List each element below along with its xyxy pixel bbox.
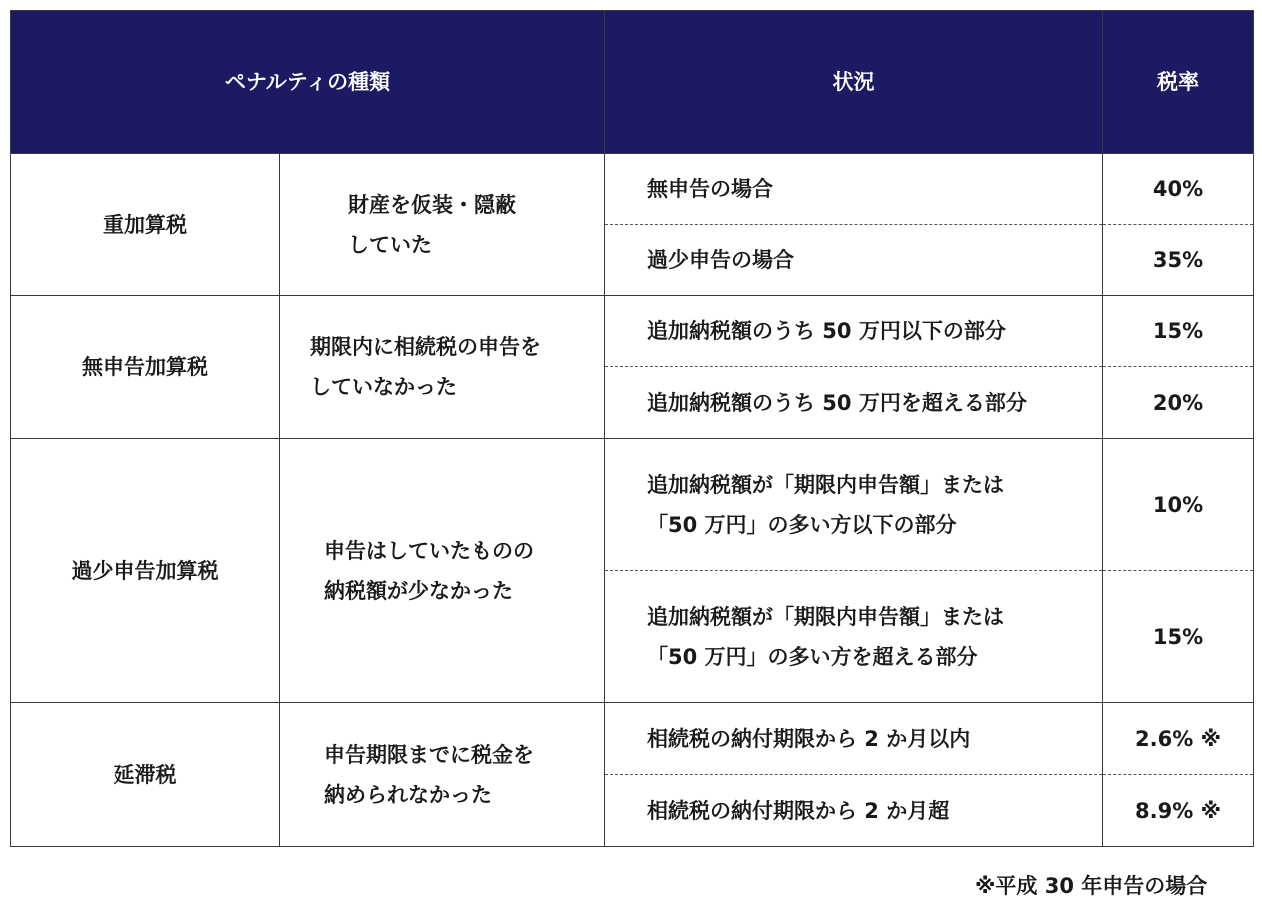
category-cell: 延滞税 bbox=[11, 703, 280, 847]
rate-cell: 10% bbox=[1103, 439, 1254, 571]
table-row bbox=[11, 703, 1254, 775]
situation-cell bbox=[605, 703, 1103, 775]
rate-cell: 8.9% ※ bbox=[1103, 775, 1254, 847]
penalty-table bbox=[10, 10, 1254, 847]
header-situation: 状況 bbox=[605, 11, 1103, 154]
description-line: 申告期限までに税金を bbox=[324, 742, 534, 767]
situation-cell bbox=[605, 296, 1103, 367]
header-rate: 税率 bbox=[1103, 11, 1254, 154]
situation-line: 過少申告の場合 bbox=[647, 248, 794, 272]
category-cell: 重加算税 bbox=[11, 154, 280, 296]
situation-line: 追加納税額が「期限内申告額」または bbox=[647, 472, 1004, 497]
rate-cell: 40% bbox=[1103, 154, 1254, 225]
situation-line: 追加納税額のうち 50 万円を超える部分 bbox=[647, 390, 1027, 415]
category-cell: 無申告加算税 bbox=[11, 296, 280, 439]
situation-line: 追加納税額が「期限内申告額」または bbox=[647, 604, 1004, 629]
description-line: していた bbox=[348, 232, 432, 257]
description-line: 納められなかった bbox=[324, 782, 492, 807]
situation-line: 無申告の場合 bbox=[647, 177, 773, 201]
table-row bbox=[11, 296, 1254, 367]
description-cell bbox=[280, 154, 605, 296]
footnote: ※平成 30 年申告の場合 bbox=[975, 874, 1208, 898]
table-row bbox=[11, 154, 1254, 225]
situation-cell bbox=[605, 225, 1103, 296]
header-penalty-type: ペナルティの種類 bbox=[11, 11, 605, 154]
description-line: 申告はしていたものの bbox=[324, 538, 534, 563]
category-cell: 過少申告加算税 bbox=[11, 439, 280, 703]
table-header-row bbox=[11, 11, 1254, 154]
situation-line: 追加納税額のうち 50 万円以下の部分 bbox=[647, 319, 1006, 343]
situation-cell bbox=[605, 367, 1103, 439]
situation-cell bbox=[605, 439, 1103, 571]
situation-line: 「50 万円」の多い方を超える部分 bbox=[647, 644, 978, 669]
rate-cell: 20% bbox=[1103, 367, 1254, 439]
rate-cell: 15% bbox=[1103, 571, 1254, 703]
situation-cell bbox=[605, 775, 1103, 847]
situation-line: 相続税の納付期限から 2 か月以内 bbox=[647, 726, 971, 751]
situation-line: 「50 万円」の多い方以下の部分 bbox=[647, 512, 957, 537]
description-line: 財産を仮装・隠蔽 bbox=[348, 192, 516, 217]
rate-cell: 15% bbox=[1103, 296, 1254, 367]
rate-cell: 2.6% ※ bbox=[1103, 703, 1254, 775]
description-line: 納税額が少なかった bbox=[324, 578, 513, 603]
rate-cell: 35% bbox=[1103, 225, 1254, 296]
description-line: していなかった bbox=[310, 375, 457, 399]
situation-line: 相続税の納付期限から 2 か月超 bbox=[647, 798, 950, 823]
description-cell bbox=[280, 703, 605, 847]
description-cell bbox=[280, 439, 605, 703]
situation-cell bbox=[605, 571, 1103, 703]
table-row bbox=[11, 439, 1254, 571]
situation-cell bbox=[605, 154, 1103, 225]
description-line: 期限内に相続税の申告を bbox=[310, 335, 541, 359]
description-cell bbox=[280, 296, 605, 439]
